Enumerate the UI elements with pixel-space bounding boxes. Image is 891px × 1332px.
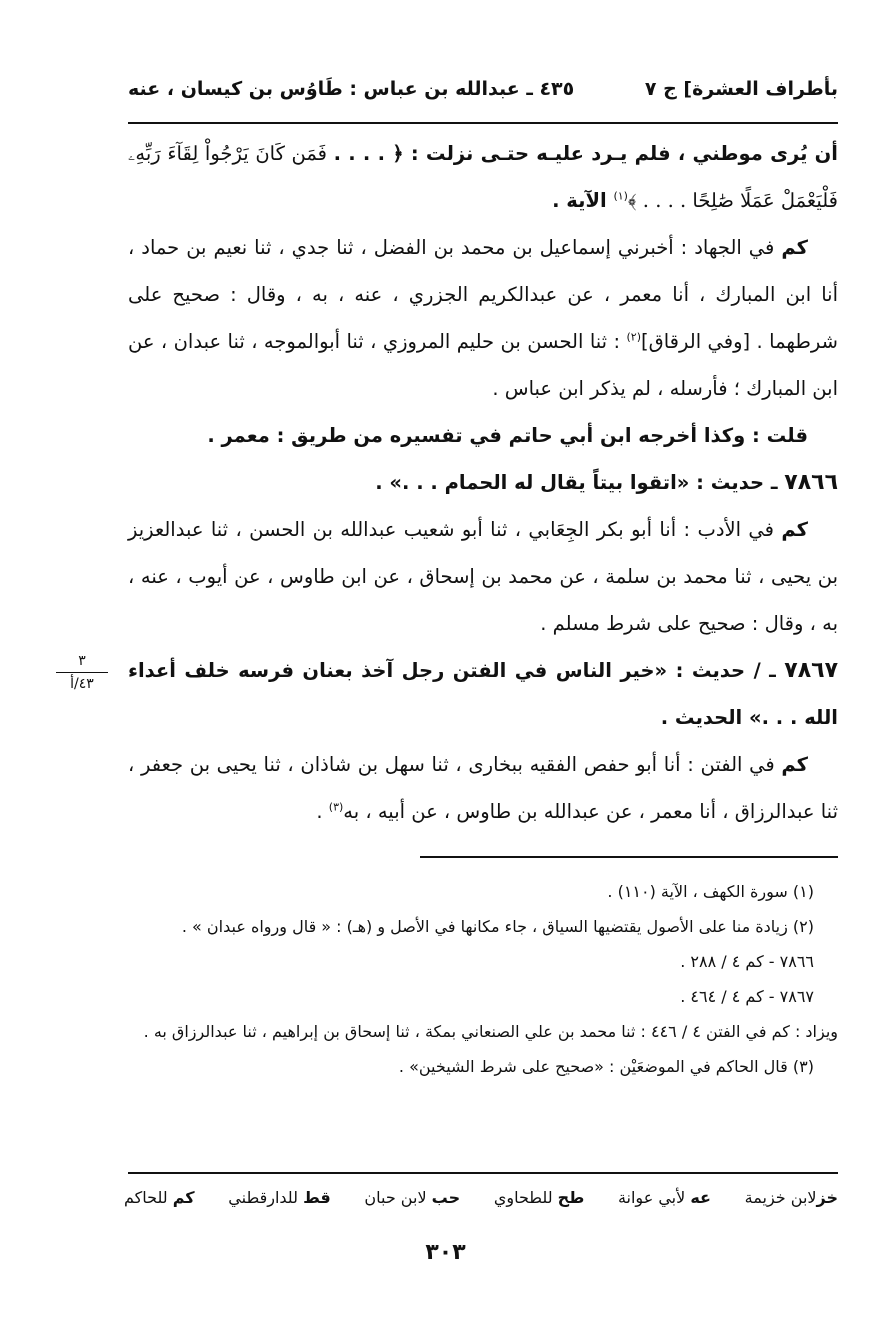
- abbr-code: خز: [816, 1188, 838, 1207]
- abbr-code: قط: [303, 1188, 331, 1207]
- paragraph-fitan: [128, 741, 838, 835]
- footnote-ref-1: (١): [613, 189, 628, 203]
- hadith-text-7867: ـ / حديث : «خير الناس في الفتن رجل آخذ بعنان فرسه خلف أعداء الله . . .» الحديث .: [128, 659, 838, 729]
- abbr-name: لابن حبان: [364, 1188, 427, 1207]
- abbreviations-rule: [128, 1172, 838, 1174]
- continuation-text: أن يُرى موطني ، فلم يـرد عليـه حتـى نزلت : ﴿ . . . .: [333, 142, 838, 165]
- abbr-item: [124, 1188, 195, 1207]
- footnote-ref-7867: ٧٨٦٧ - كم ٤ / ٤٦٤ .: [680, 987, 814, 1006]
- abbr-name: لابن خزيمة: [744, 1188, 817, 1207]
- margin-folio-ref: ٤٣/أ: [70, 676, 94, 692]
- abbr-name: للطحاوي: [493, 1188, 553, 1207]
- paragraph-continuation: [128, 130, 838, 224]
- footnote-addition: ويزاد : كم في الفتن ٤ / ٤٤٦ : ثنا محمد بن علي الصنعاني بمكة ، ثنا إسحاق بن إبراهيم ، ثنا عبدالرزاق به .: [143, 1022, 838, 1041]
- abbr-name: للدارقطني: [228, 1188, 298, 1207]
- footnote-ref-3: (٣): [328, 800, 344, 814]
- header-section: ٤٣٥ ـ عبدالله بن عباس : طَاوُس بن كيسان ، عنه: [128, 78, 575, 100]
- header-rule: [128, 122, 838, 124]
- footnote-rule: [420, 856, 838, 858]
- footnote-2: (٢) زيادة منا على الأصول يقتضيها السياق ، جاء مكانها في الأصل و (هـ) : « قال ورواه عبدان » .: [181, 917, 814, 936]
- hadith-7867: [128, 647, 838, 741]
- abbr-code: كم: [172, 1188, 195, 1207]
- abbr-code: حب: [431, 1188, 461, 1207]
- paragraph-jihad: [128, 224, 838, 412]
- verse-end: الآية .: [552, 189, 614, 212]
- footnote-ref-2: (٢): [626, 330, 641, 344]
- footnote-ref-7866: ٧٨٦٦ - كم ٤ / ٢٨٨ .: [680, 952, 814, 971]
- jihad-text-2: : ثنا الحسن بن حليم المروزي ، ثنا أبوالموجه ، ثنا عبدان ، عن ابن المبارك ؛ فأرسله ، لم يذكر ابن عباس .: [128, 330, 838, 400]
- margin-number: ٣: [78, 653, 86, 669]
- jihad-text-1: في الجهاد : أخبرني إسماعيل بن محمد بن الفضل ، ثنا جدي ، ثنا نعيم بن حماد ، أنا ابن المبارك ، أنا معمر ، عن عبدالكريم الجزري ، عنه ، به ، وقال : صحيح على شرطهما . [وفي الرقاق]: [128, 236, 838, 353]
- abbr-item: [745, 1188, 838, 1207]
- running-header: [128, 74, 838, 114]
- abbr-item: [618, 1188, 711, 1207]
- fitan-end: .: [316, 800, 329, 823]
- footnotes: [128, 874, 838, 1084]
- quran-verse: فَمَن كَانَ يَرْجُواْ لِقَآءَ رَبِّهِۦ فَلْيَعْمَلْ عَمَلًا صَٰلِحًا . . . . ﴾: [128, 142, 838, 212]
- abbr-item: [364, 1188, 460, 1207]
- abbr-name: للحاكم: [124, 1188, 168, 1207]
- margin-folio-note: [52, 652, 112, 693]
- hadith-number-7866: ٧٨٦٦: [784, 470, 838, 495]
- paragraph-adab: [128, 506, 838, 647]
- header-volume: بأطراف العشرة] ج ٧: [644, 78, 838, 100]
- paragraph-note: قلت : وكذا أخرجه ابن أبي حاتم في تفسيره من طريق : معمر .: [207, 424, 808, 447]
- footnote-1: (١) سورة الكهف ، الآية (١١٠) .: [607, 882, 814, 901]
- abbr-name: لأبي عوانة: [617, 1188, 686, 1207]
- margin-divider: [56, 672, 108, 673]
- hadith-number-7867: ٧٨٦٧: [784, 658, 838, 683]
- abbr-item: [494, 1188, 584, 1207]
- hadith-7866: [128, 459, 838, 506]
- hadith-text-7866: ـ حديث : «اتقوا بيتاً يقال له الحمام . . .» .: [375, 471, 785, 494]
- source-abbr: كم: [781, 753, 808, 776]
- main-text: [128, 130, 838, 835]
- abbr-code: طح: [557, 1188, 585, 1207]
- abbr-code: عه: [690, 1188, 711, 1207]
- adab-text: في الأدب : أنا أبو بكر الجِعَابي ، ثنا أبو شعيب عبدالله بن الحسن ، ثنا عبدالعزيز بن يحيى ، ثنا محمد بن سلمة ، عن محمد بن إسحاق ، عن ابن طاوس ، عن أيوب ، عنه ، به ، وقال : صحيح على شرط مسلم .: [128, 518, 838, 635]
- abbreviation-key: [124, 1188, 838, 1207]
- page-number: ٣٠٣: [425, 1240, 466, 1265]
- footnote-3: (٣) قال الحاكم في الموضعَيْن : «صحيح على شرط الشيخين» .: [398, 1057, 814, 1076]
- fitan-text: في الفتن : أنا أبو حفص الفقيه ببخارى ، ثنا سهل بن شاذان ، ثنا يحيى بن جعفر ، ثنا عبدالرزاق ، أنا معمر ، عن عبدالله بن طاوس ، عن أبيه ، به: [128, 753, 838, 823]
- source-abbr: كم: [781, 236, 808, 259]
- source-abbr: كم: [781, 518, 808, 541]
- abbr-item: [228, 1188, 330, 1207]
